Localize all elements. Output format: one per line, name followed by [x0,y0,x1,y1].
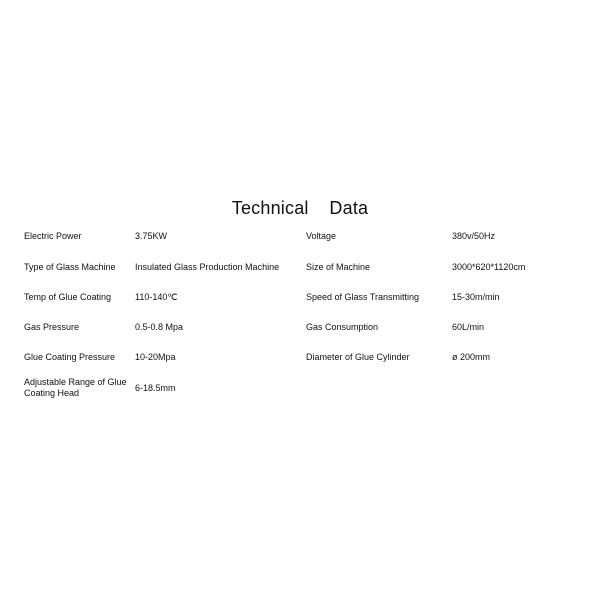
spec-value-gas-consumption: 60L/min [452,322,485,332]
spec-value-temp-of-glue-coating: 110-140℃ [135,292,178,302]
spec-value-type-of-glass-machine: Insulated Glass Production Machine [135,262,280,272]
spec-value-size-of-machine: 3000*620*1120cm [452,262,526,272]
spec-label-speed-of-glass-transmitting: Speed of Glass Transmitting [306,292,420,302]
spec-label-diameter-of-glue-cylinder: Diameter of Glue Cylinder [306,352,410,362]
spec-label-size-of-machine: Size of Machine [306,262,371,272]
spec-value-glue-coating-pressure: 10-20Mpa [135,352,176,362]
spec-label-temp-of-glue-coating: Temp of Glue Coating [24,292,112,302]
spec-label-gas-pressure: Gas Pressure [24,322,80,332]
spec-value-speed-of-glass-transmitting: 15-30m/min [452,292,500,302]
spec-value-diameter-of-glue-cylinder: ø 200mm [452,352,491,362]
spec-label-glue-coating-pressure: Glue Coating Pressure [24,352,116,362]
spec-value-voltage: 380v/50Hz [452,231,496,241]
spec-label-type-of-glass-machine: Type of Glass Machine [24,262,116,272]
spec-label-adjustable-range-of-glue-coating-head: Adjustable Range of Glue Coating Head [24,377,127,398]
spec-label-electric-power: Electric Power [24,231,82,241]
spec-value-gas-pressure: 0.5-0.8 Mpa [135,322,184,332]
spec-value-electric-power: 3.75KW [135,231,168,241]
spec-label-gas-consumption: Gas Consumption [306,322,379,332]
page-title: Technical Data [231,198,369,218]
spec-label-voltage: Voltage [306,231,337,241]
spec-value-adjustable-range-of-glue-coating-head: 6-18.5mm [135,383,176,393]
